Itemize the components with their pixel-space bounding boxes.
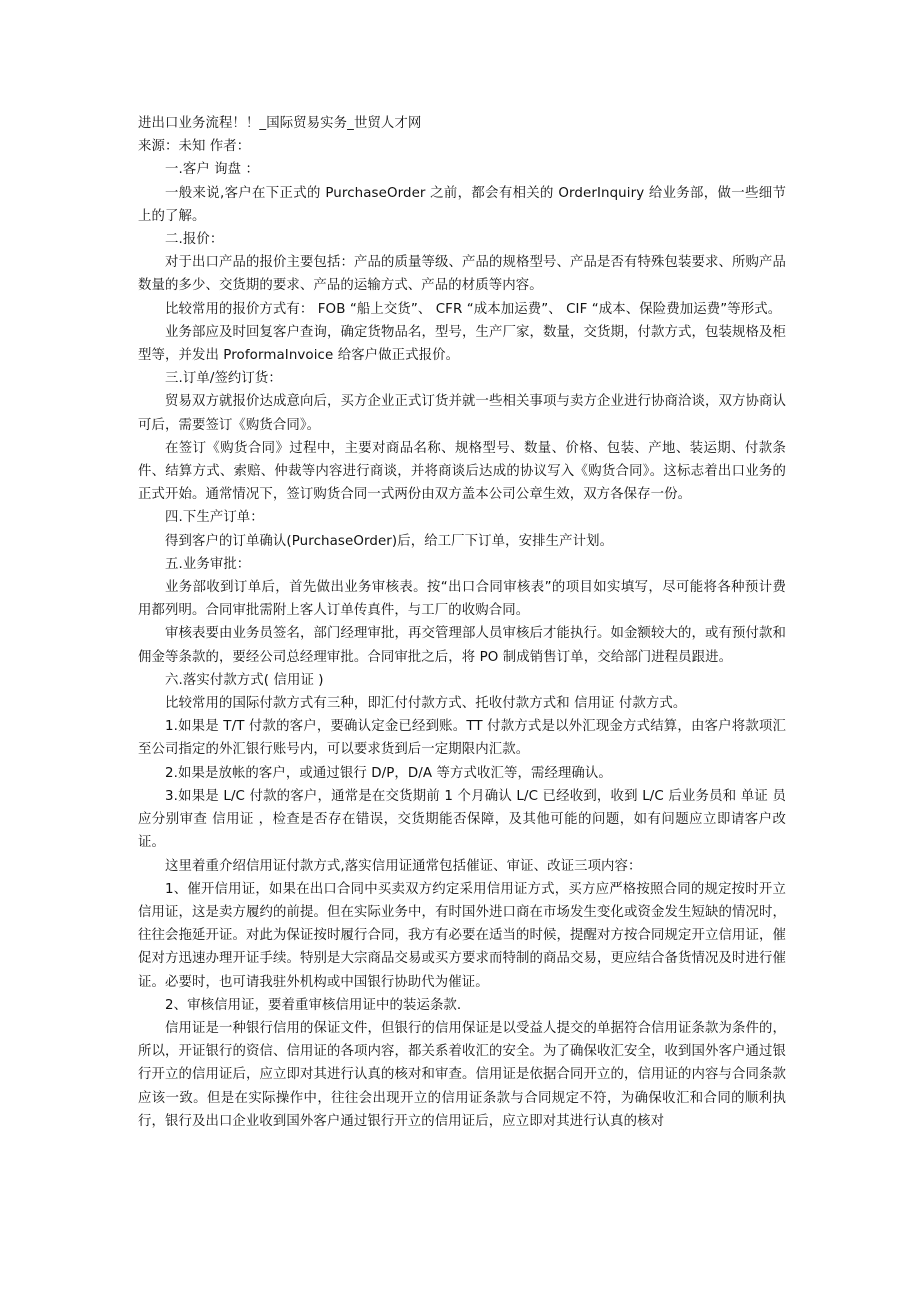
paragraph: 三.订单/签约订货： bbox=[165, 371, 282, 387]
paragraph: 业务部应及时回复客户查询，确定货物品名，型号，生产厂家，数量，交货期，付款方式，包装规格及柜型等，并发出 ProformaInvoice 给客户做正式报价。 bbox=[138, 324, 786, 364]
document-title: 进出口业务流程！！_国际贸易实务_世贸人才网 bbox=[138, 116, 422, 131]
paragraph: 六.落实付款方式( 信用证 ) bbox=[165, 672, 324, 688]
paragraph: 对于出口产品的报价主要包括：产品的质量等级、产品的规格型号、产品是否有特殊包装要求、所购产品数量的多少、交货期的要求、产品的运输方式、产品的材质等内容。 bbox=[138, 255, 786, 294]
paragraph: 四.下生产订单： bbox=[165, 510, 264, 526]
paragraph: 比较常用的国际付款方式有三种，即汇付付款方式、托收付款方式和 信用证 付款方式。 bbox=[165, 696, 687, 712]
paragraph: 3.如果是 L/C 付款的客户，通常是在交货期前 1 个月确认 L/C 已经收到，收到 L/C 后业务员和 单证 员应分别审查 信用证 ，检查是否存在错误，交货期能否保障，及其他可能的问题，如有问题应立即请客户改证。 bbox=[138, 788, 786, 851]
paragraph: 这里着重介绍信用证付款方式,落实信用证通常包括催证、审证、改证三项内容： bbox=[165, 858, 642, 874]
paragraph: 2、审核信用证，要着重审核信用证中的装运条款. bbox=[165, 997, 462, 1013]
paragraph: 比较常用的报价方式有： FOB “船上交货”、 CFR “成本加运费”、 CIF “成本、保险费加运费”等形式。 bbox=[165, 301, 782, 317]
paragraph: 业务部收到订单后，首先做出业务审核表。按“出口合同审核表”的项目如实填写，尽可能将各种预计费用都列明。合同审批需附上客人订单传真件，与工厂的收购合同。 bbox=[138, 580, 786, 619]
paragraph: 1.如果是 T/T 付款的客户，要确认定金已经到账。TT 付款方式是以外汇现金方式结算，由客户将款项汇至公司指定的外汇银行账号内，可以要求货到后一定期限内汇款。 bbox=[138, 719, 786, 758]
paragraph: 一般来说,客户在下正式的 PurchaseOrder 之前，都会有相关的 OrderInquiry 给业务部，做一些细节上的了解。 bbox=[138, 185, 786, 224]
paragraph: 在签订《购货合同》过程中，主要对商品名称、规格型号、数量、价格、包装、产地、装运期、付款条件、结算方式、索赔、仲裁等内容进行商谈，并将商谈后达成的协议写入《购货合同》。这标志着出口业务的正式开始。通常情况下，签订购货合同一式两份由双方盖本公司公章生效，双方各保存一份。 bbox=[138, 440, 786, 503]
document-page bbox=[138, 112, 786, 1133]
paragraph: 审核表要由业务员签名，部门经理审批，再交管理部人员审核后才能执行。如金额较大的，或有预付款和佣金等条款的，要经公司总经理审批。合同审批之后，将 PO 制成销售订单，交给部门进程员跟进。 bbox=[138, 626, 786, 665]
paragraph: 一.客户 询盘 ： bbox=[165, 162, 260, 178]
paragraph: 2.如果是放帐的客户，或通过银行 D/P，D/A 等方式收汇等，需经理确认。 bbox=[165, 765, 612, 781]
paragraph: 信用证是一种银行信用的保证文件，但银行的信用保证是以受益人提交的单据符合信用证条款为条件的，所以，开证银行的资信、信用证的各项内容，都关系着收汇的安全。为了确保收汇安全，收到国外客户通过银行开立的信用证后，应立即对其进行认真的核对和审查。信用证是依据合同开立的，信用证的内容与合同条款应该一致。但是在实际操作中，往往会出现开立的信用证条款与合同规定不符，为确保收汇和合同的顺利执行，银行及出口企业收到国外客户通过银行开立的信用证后，应立即对其进行认真的核对 bbox=[138, 1020, 786, 1129]
paragraph: 二.报价： bbox=[165, 232, 224, 248]
document-body bbox=[138, 158, 786, 1133]
paragraph: 贸易双方就报价达成意向后，买方企业正式订货并就一些相关事项与卖方企业进行协商洽谈，双方协商认可后，需要签订《购货合同》。 bbox=[138, 394, 786, 433]
paragraph: 1、催开信用证，如果在出口合同中买卖双方约定采用信用证方式，买方应严格按照合同的规定按时开立信用证，这是卖方履约的前提。但在实际业务中，有时国外进口商在市场发生变化或资金发生短缺的情况时，往往会拖延开证。对此为保证按时履行合同，我方有必要在适当的时候，提醒对方按合同规定开立信用证，催促对方迅速办理开证手续。特别是大宗商品交易或买方要求而特制的商品交易，更应结合备货情况及时进行催证。必要时，也可请我驻外机构或中国银行协助代为催证。 bbox=[138, 881, 786, 990]
document-meta: 来源：未知 作者： bbox=[138, 139, 251, 155]
paragraph: 得到客户的订单确认(PurchaseOrder)后，给工厂下订单，安排生产计划。 bbox=[165, 533, 614, 549]
paragraph: 五.业务审批： bbox=[165, 556, 251, 572]
